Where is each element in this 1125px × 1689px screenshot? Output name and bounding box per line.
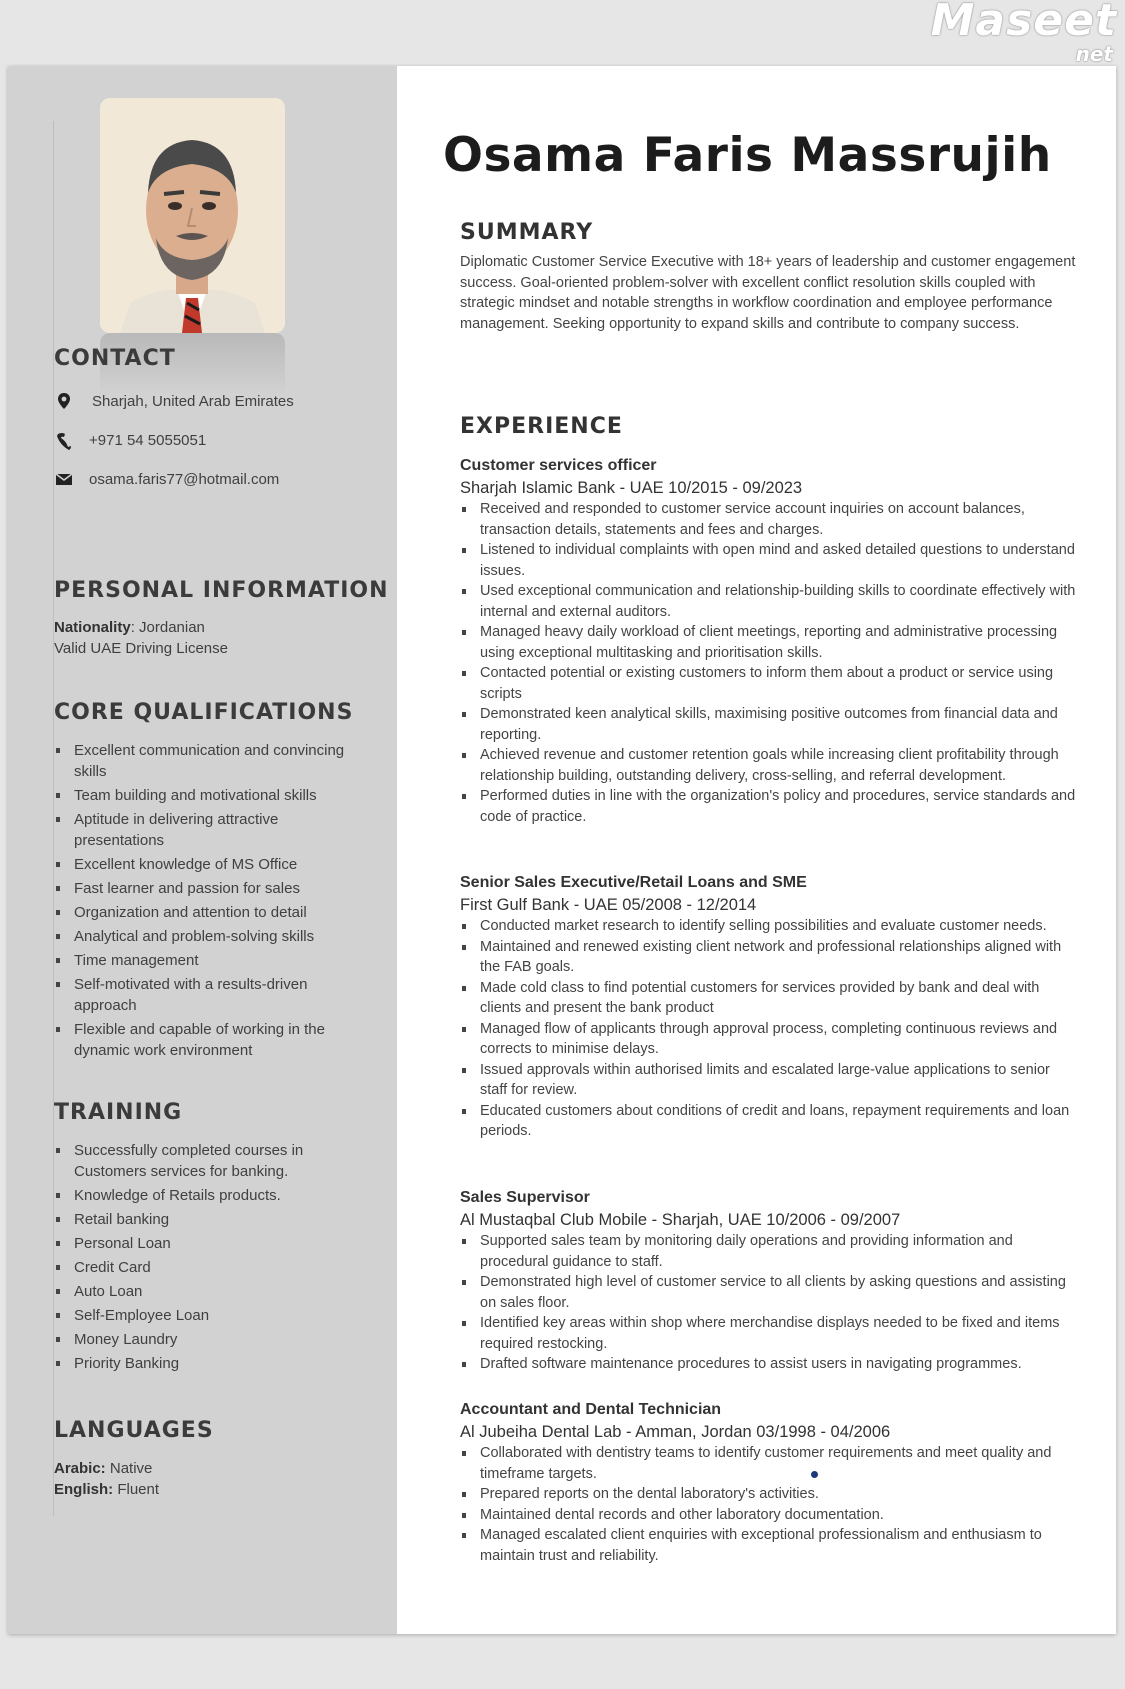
experience-heading: EXPERIENCE — [460, 414, 623, 439]
candidate-name: Osama Faris Massrujih — [443, 128, 1052, 183]
training-heading: TRAINING — [54, 1100, 183, 1125]
contact-email-row — [54, 468, 279, 490]
qualification-item: Time management — [54, 950, 354, 971]
training-item: Personal Loan — [54, 1233, 354, 1254]
job-title: Sales Supervisor — [460, 1189, 590, 1206]
job-bullet: Conducted market research to identify selling possibilities and evaluate customer needs. — [460, 916, 1080, 937]
nationality-label: Nationality — [54, 619, 131, 636]
job-bullets — [460, 1443, 1080, 1566]
qualification-item: Aptitude in delivering attractive presentations — [54, 809, 354, 851]
qualification-item: Fast learner and passion for sales — [54, 878, 354, 899]
job-bullets — [460, 916, 1080, 1142]
training-item: Knowledge of Retails products. — [54, 1185, 354, 1206]
language-english — [54, 1479, 159, 1500]
qualification-item: Analytical and problem-solving skills — [54, 926, 354, 947]
training-item: Auto Loan — [54, 1281, 354, 1302]
contact-location-row — [54, 390, 294, 412]
job-bullet: Managed flow of applicants through approval process, completing continuous reviews and corrects to minimise delays. — [460, 1019, 1080, 1060]
summary-heading: SUMMARY — [460, 220, 594, 245]
envelope-icon — [54, 469, 74, 489]
core-qualifications-list — [54, 740, 354, 1064]
job-bullet: Demonstrated keen analytical skills, maximising positive outcomes from financial data and reporting. — [460, 704, 1080, 745]
core-qualifications-heading: CORE QUALIFICATIONS — [54, 700, 354, 725]
training-item: Successfully completed courses in Customers services for banking. — [54, 1140, 354, 1182]
job-bullet: Used exceptional communication and relationship-building skills to coordinate effectively with internal and external auditors. — [460, 581, 1080, 622]
job-entry — [460, 1187, 1080, 1375]
job-entry — [460, 1399, 1080, 1566]
job-title: Senior Sales Executive/Retail Loans and SME — [460, 874, 807, 891]
watermark-main: Maseet — [930, 0, 1117, 46]
job-bullet: Identified key areas within shop where merchandise displays needed to be fixed and items required restocking. — [460, 1313, 1080, 1354]
nationality-line — [54, 617, 228, 638]
languages-list — [54, 1458, 159, 1500]
job-title: Customer services officer — [460, 457, 657, 474]
qualification-item: Excellent communication and convincing skills — [54, 740, 354, 782]
contact-email[interactable]: osama.faris77@hotmail.com — [89, 470, 280, 488]
job-bullet: Contacted potential or existing customers to inform them about a product or service using scripts — [460, 663, 1080, 704]
job-bullet: Made cold class to find potential customers for services provided by bank and deal with clients and present the bank product — [460, 978, 1080, 1019]
language-arabic — [54, 1458, 159, 1479]
job-bullet: Managed heavy daily workload of client meetings, reporting and administrative processing using exceptional multitasking and prioritisation skills. — [460, 622, 1080, 663]
job-company-dates: Al Mustaqbal Club Mobile - Sharjah, UAE 10/2006 - 09/2007 — [460, 1211, 901, 1229]
job-entry — [460, 872, 1080, 1142]
contact-phone-row — [54, 429, 206, 451]
job-bullet: Prepared reports on the dental laboratory's activities. — [460, 1484, 1080, 1505]
contact-phone[interactable]: +971 54 5055051 — [89, 431, 207, 449]
site-watermark — [930, 0, 1117, 66]
english-level: Fluent — [113, 1481, 160, 1498]
job-bullet: Issued approvals within authorised limits and escalated large-value applications to senior staff for review. — [460, 1060, 1080, 1101]
job-bullet: Listened to individual complaints with open mind and asked detailed questions to understand issues. — [460, 540, 1080, 581]
job-bullets — [460, 499, 1080, 827]
training-list — [54, 1140, 354, 1377]
job-bullets — [460, 1231, 1080, 1375]
qualification-item: Self-motivated with a results-driven approach — [54, 974, 354, 1016]
job-company-dates: Sharjah Islamic Bank - UAE 10/2015 - 09/2023 — [460, 479, 803, 497]
personal-info-heading: PERSONAL INFORMATION — [54, 578, 389, 603]
languages-heading: LANGUAGES — [54, 1418, 214, 1443]
job-bullet: Managed escalated client enquiries with exceptional professionalism and enthusiasm to maintain trust and reliability. — [460, 1525, 1080, 1566]
arabic-label: Arabic: — [54, 1460, 106, 1477]
qualification-item: Flexible and capable of working in the dynamic work environment — [54, 1019, 354, 1061]
contact-heading: CONTACT — [54, 346, 176, 371]
job-entry — [460, 455, 1080, 827]
stray-dot — [811, 1471, 818, 1478]
job-bullet: Received and responded to customer service account inquiries on account balances, transaction details, statements and fees and charges. — [460, 499, 1080, 540]
english-label: English: — [54, 1481, 114, 1498]
driving-license: Valid UAE Driving License — [54, 640, 228, 657]
job-bullet: Maintained dental records and other laboratory documentation. — [460, 1505, 1080, 1526]
nationality-value: : Jordanian — [130, 619, 205, 636]
portrait-illustration — [100, 98, 285, 333]
training-item: Self-Employee Loan — [54, 1305, 354, 1326]
qualification-item: Excellent knowledge of MS Office — [54, 854, 354, 875]
job-bullet: Educated customers about conditions of credit and loans, repayment requirements and loan periods. — [460, 1101, 1080, 1142]
summary-text: Diplomatic Customer Service Executive with 18+ years of leadership and customer engagement success. Goal-oriented problem-solver with excellent conflict resolution skills coupled with strategic mindset and notable strengths in workflow coordination and employee performance management. Seeking opportunity to expand skills and contribute to company success. — [460, 254, 1076, 332]
training-item: Retail banking — [54, 1209, 354, 1230]
location-pin-icon — [54, 391, 74, 411]
job-title: Accountant and Dental Technician — [460, 1401, 722, 1418]
job-bullet: Supported sales team by monitoring daily operations and providing information and procedural guidance to staff. — [460, 1231, 1080, 1272]
contact-location: Sharjah, United Arab Emirates — [92, 392, 294, 410]
job-bullet: Achieved revenue and customer retention goals while increasing client profitability through relationship building, outstanding delivery, cross-selling, and referral development. — [460, 745, 1080, 786]
job-company-dates: First Gulf Bank - UAE 05/2008 - 12/2014 — [460, 896, 757, 914]
job-bullet: Performed duties in line with the organization's policy and procedures, service standards and code of practice. — [460, 786, 1080, 827]
qualification-item: Organization and attention to detail — [54, 902, 354, 923]
job-bullet: Drafted software maintenance procedures to assist users in navigating programmes. — [460, 1354, 1080, 1375]
job-bullet: Demonstrated high level of customer service to all clients by asking questions and assisting on sales floor. — [460, 1272, 1080, 1313]
training-item: Money Laundry — [54, 1329, 354, 1350]
job-company-dates: Al Jubeiha Dental Lab - Amman, Jordan 03/1998 - 04/2006 — [460, 1423, 891, 1441]
job-bullet: Collaborated with dentistry teams to identify customer requirements and meet quality and timeframe targets. — [460, 1443, 1080, 1484]
phone-icon — [54, 430, 74, 450]
sidebar — [8, 66, 397, 1634]
qualification-item: Team building and motivational skills — [54, 785, 354, 806]
personal-info — [54, 617, 228, 659]
training-item: Credit Card — [54, 1257, 354, 1278]
profile-photo — [100, 98, 285, 333]
arabic-level: Native — [105, 1460, 153, 1477]
job-bullet: Maintained and renewed existing client network and professional relationships aligned with the FAB goals. — [460, 937, 1080, 978]
training-item: Priority Banking — [54, 1353, 354, 1374]
watermark-sub: net — [1075, 42, 1113, 66]
resume-page — [8, 66, 1116, 1634]
